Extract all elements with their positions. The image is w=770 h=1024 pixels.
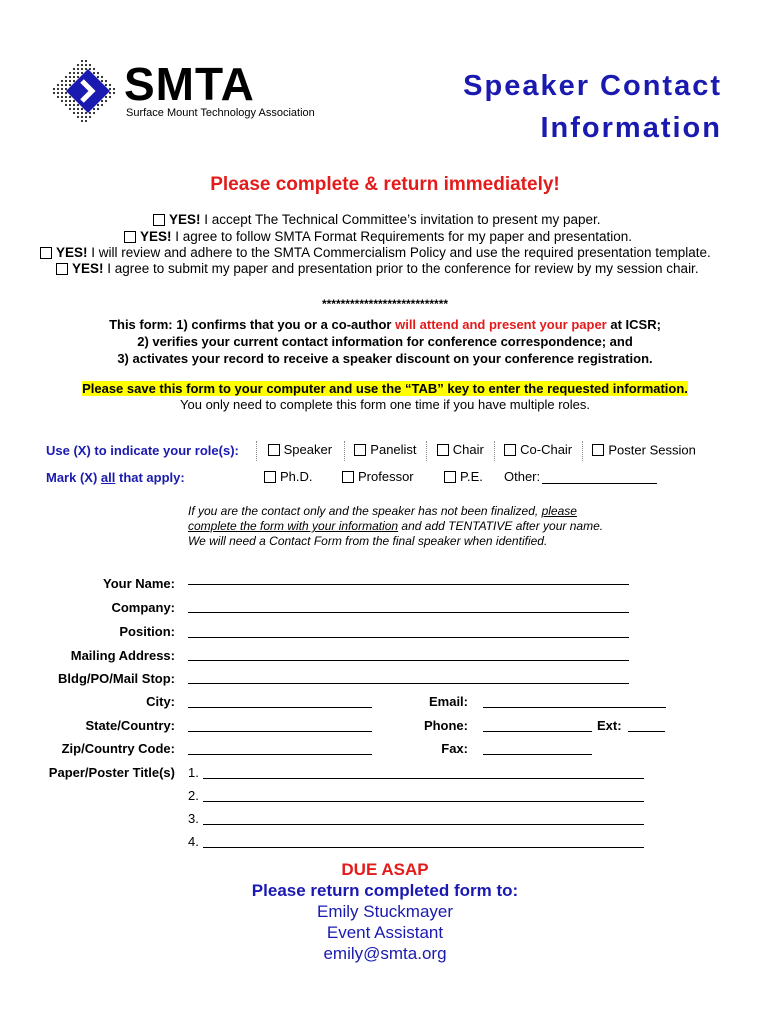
label-mailing-address: Mailing Address: [70,648,175,663]
logo-wordmark: SMTA [124,58,255,110]
save-note: Please save this form to your computer and use the “TAB” key to enter the requested information. [82,381,688,396]
page-title-line2: Information [540,112,722,144]
mark-pe-checkbox[interactable] [444,471,456,483]
label-email: Email: [428,694,468,709]
title-1-input[interactable] [203,777,644,779]
contact-role: Event Assistant [326,923,444,942]
agreement-checkbox-3[interactable] [40,247,52,259]
marks-label: Mark (X) all that apply: [46,470,185,485]
title-num-1: 1. [188,765,199,780]
return-instruction: Please return completed form to: [251,881,519,900]
mark-other: Other: [504,469,541,484]
agreement-row-4: YES! I agree to submit my paper and presentation prior to the conference for review by my session chair. [56,261,699,276]
due-asap: DUE ASAP [341,860,429,879]
role-chair-checkbox[interactable] [437,444,449,456]
title-num-4: 4. [188,834,199,849]
title-num-2: 2. [188,788,199,803]
label-bldg: Bldg/PO/Mail Stop: [58,671,175,686]
label-titles: Paper/Poster Title(s) [48,765,175,780]
email-input[interactable] [483,706,666,708]
once-note: You only need to complete this form one time if you have multiple roles. [180,397,590,412]
contact-email[interactable]: emily@smta.org [323,944,447,963]
headline: Please complete & return immediately! [210,174,560,195]
purpose-text: This form: 1) confirms that you or a co-author will attend and present your paper at ICSR; 2) verifies your current contact information for conference correspondence; and 3) activates your record to receive a speaker discount on your conference registration. [109,317,661,366]
label-position: Position: [119,624,175,639]
title-4-input[interactable] [203,846,644,848]
logo-diamond-icon [48,55,128,127]
role-cochair-checkbox[interactable] [504,444,516,456]
mark-phd: Ph.D. [264,469,313,484]
contact-name: Emily Stuckmayer [316,902,454,921]
agreement-row-3: YES! I will review and adhere to the SMTA Commercialism Policy and use the required presentation template. [40,245,711,260]
label-phone: Phone: [423,718,468,733]
label-company: Company: [111,600,175,615]
agreement-row-2: YES! I agree to follow SMTA Format Requirements for my paper and presentation. [124,229,632,244]
role-panelist-checkbox[interactable] [354,444,366,456]
agreement-checkbox-4[interactable] [56,263,68,275]
logo-subtitle: Surface Mount Technology Association [126,107,315,119]
roles-label: Use (X) to indicate your role(s): [46,443,239,458]
page-title-line1: Speaker Contact [463,70,722,102]
label-city: City: [146,694,175,709]
label-fax: Fax: [441,741,468,756]
bldg-input[interactable] [188,682,629,684]
phone-input[interactable] [483,730,592,732]
title-2-input[interactable] [203,800,644,802]
position-input[interactable] [188,636,629,638]
agreement-checkbox-1[interactable] [153,214,165,226]
divider-stars: *************************** [321,297,449,311]
agreement-row-1: YES! I accept The Technical Committee’s invitation to present my paper. [153,212,600,227]
title-num-3: 3. [188,811,199,826]
title-3-input[interactable] [203,823,644,825]
role-poster-checkbox[interactable] [592,444,604,456]
role-speaker-checkbox[interactable] [268,444,280,456]
label-ext: Ext: [597,718,622,733]
mark-pe: P.E. [444,469,483,484]
tentative-note: If you are the contact only and the speaker has not been finalized, please complete the form with your information and add TENTATIVE after your name. We will need a Contact Form from the final speaker when identified. [188,504,604,548]
ext-input[interactable] [628,730,665,732]
label-state: State/Country: [85,718,175,733]
other-input[interactable] [542,482,657,484]
agreement-checkbox-2[interactable] [124,231,136,243]
smta-logo [48,55,323,127]
your-name-input[interactable] [188,583,629,585]
company-input[interactable] [188,611,629,613]
mailing-address-input[interactable] [188,659,629,661]
mark-professor: Professor [342,469,414,484]
mark-phd-checkbox[interactable] [264,471,276,483]
fax-input[interactable] [483,753,592,755]
roles-options: Speaker Panelist Chair Co-Chair Poster Session [256,441,696,461]
label-zip: Zip/Country Code: [61,741,175,756]
mark-professor-checkbox[interactable] [342,471,354,483]
label-your-name: Your Name: [103,576,175,591]
